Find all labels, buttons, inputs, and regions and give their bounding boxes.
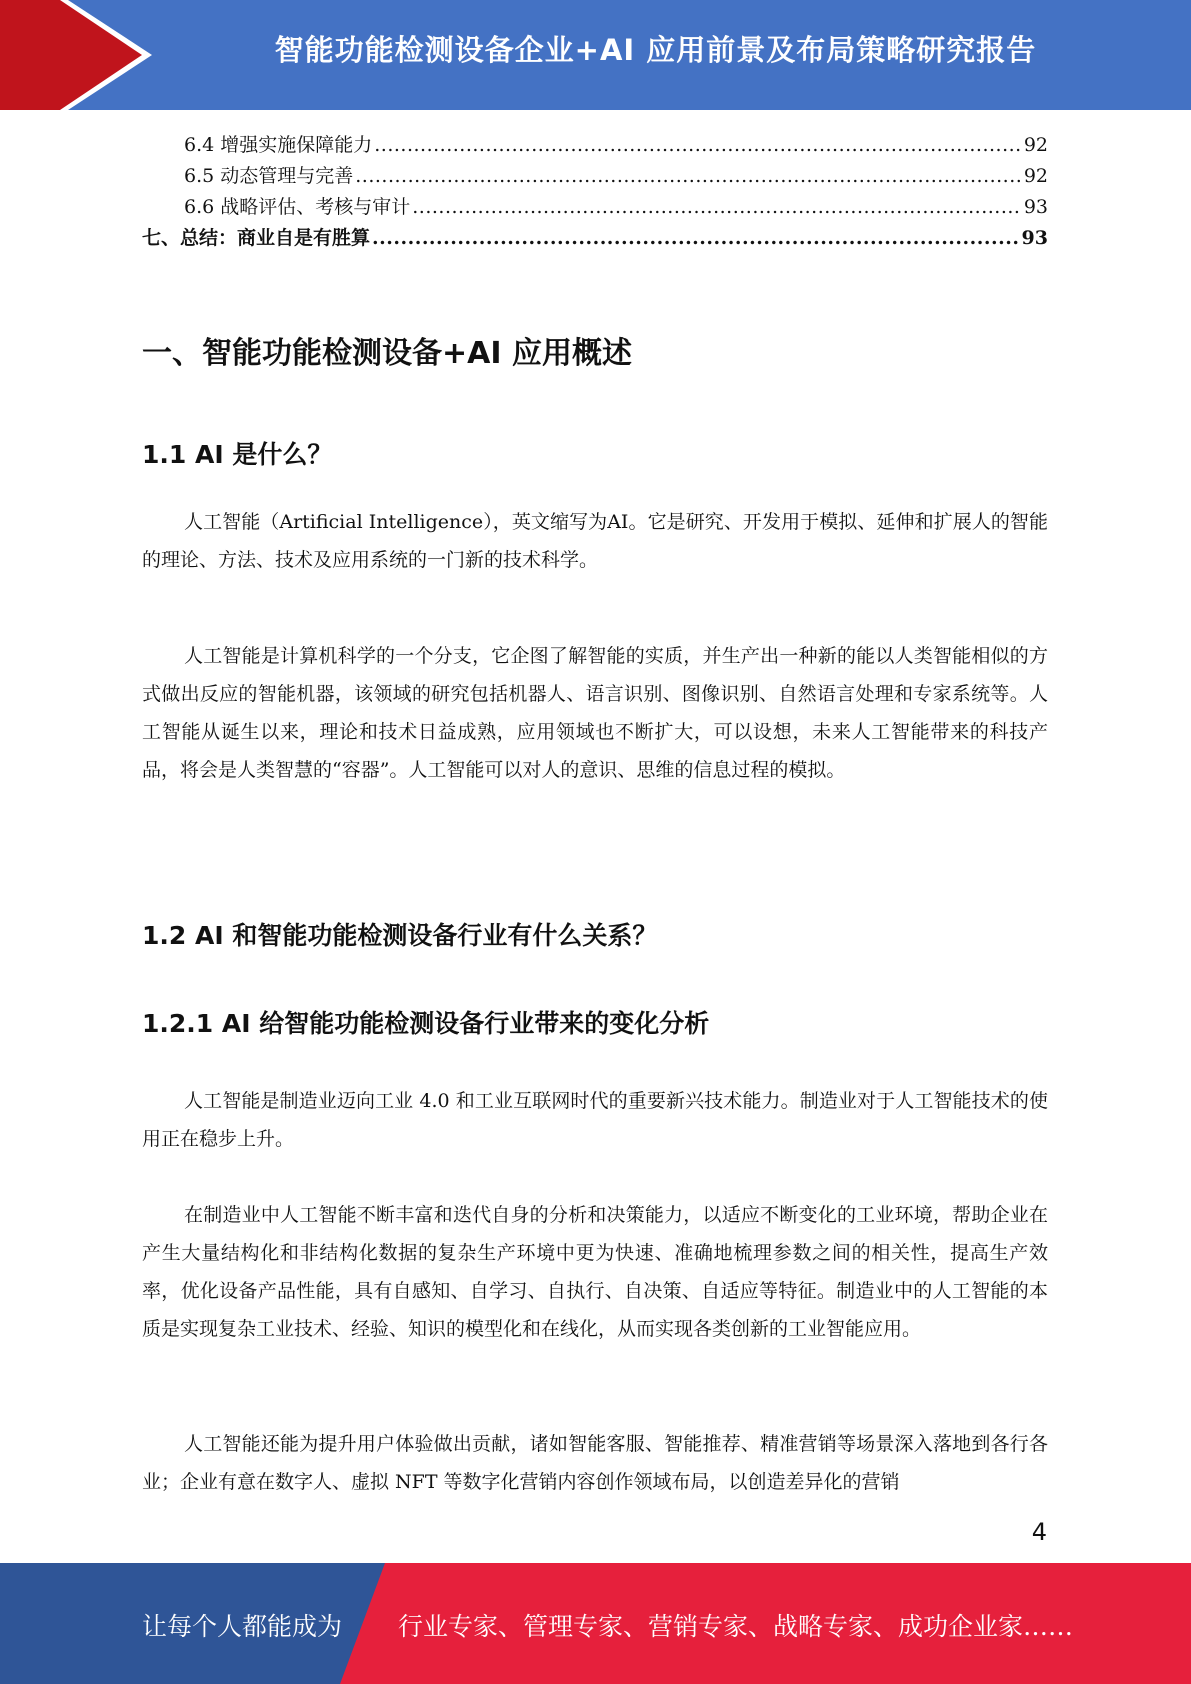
subsection-heading: 1.2.1 AI 给智能功能检测设备行业带来的变化分析: [142, 1009, 710, 1038]
toc-leader-dots: [355, 161, 1022, 192]
toc-entry[interactable]: [142, 161, 1048, 192]
body-paragraph: 人工智能是制造业迈向工业 4.0 和工业互联网时代的重要新兴技术能力。制造业对于人工智能技术的使用正在稳步上升。: [142, 1090, 1048, 1150]
report-title: 智能功能检测设备企业+AI 应用前景及布局策略研究报告: [274, 33, 1037, 67]
body-paragraph: 人工智能是计算机科学的一个分支，它企图了解智能的实质，并生产出一种新的能以人类智能相似的方式做出反应的智能机器，该领域的研究包括机器人、语言识别、图像识别、自然语言处理和专家系统等。人工智能从诞生以来，理论和技术日益成熟，应用领域也不断扩大，可以设想，未来人工智能带来的科技产品，将会是人类智慧的“容器”。人工智能可以对人的意识、思维的信息过程的模拟。: [142, 645, 1048, 781]
footer-banner: [0, 1563, 1191, 1684]
toc-entry-label: 七、总结：商业自是有胜算: [142, 227, 371, 249]
section-heading: 一、智能功能检测设备+AI 应用概述: [142, 336, 632, 371]
subsection-heading: 1.1 AI 是什么？: [142, 440, 333, 469]
body-paragraph: 在制造业中人工智能不断丰富和迭代自身的分析和决策能力，以适应不断变化的工业环境，帮助企业在产生大量结构化和非结构化数据的复杂生产环境中更为快速、准确地梳理参数之间的相关性，提高生产效率，优化设备产品性能，具有自感知、自学习、自执行、自决策、自适应等特征。制造业中的人工智能的本质是实现复杂工业技术、经验、知识的模型化和在线化，从而实现各类创新的工业智能应用。: [142, 1204, 1048, 1340]
toc-leader-dots: [412, 192, 1022, 223]
footer-slogan-right: 行业专家、管理专家、营销专家、战略专家、成功企业家……: [398, 1612, 1074, 1641]
toc-entry-page: 92: [1023, 134, 1048, 156]
toc-entry[interactable]: [142, 130, 1048, 161]
toc-entry-page: 93: [1021, 227, 1048, 249]
body-paragraph: 人工智能还能为提升用户体验做出贡献，诸如智能客服、智能推荐、精准营销等场景深入落地到各行各业；企业有意在数字人、虚拟 NFT 等数字化营销内容创作领域布局，以创造差异化的营销: [142, 1433, 1048, 1493]
toc-entry-label: 6.5 动态管理与完善: [184, 165, 354, 187]
table-of-contents: [142, 130, 1048, 254]
toc-entry-page: 93: [1023, 196, 1048, 218]
toc-leader-dots: [374, 130, 1022, 161]
toc-leader-dots: [372, 223, 1020, 254]
subsection-heading: 1.2 AI 和智能功能检测设备行业有什么关系？: [142, 921, 658, 950]
toc-entry[interactable]: [142, 223, 1048, 254]
page-number: 4: [1031, 1518, 1047, 1546]
toc-entry[interactable]: [142, 192, 1048, 223]
footer-slogan-left: 让每个人都能成为: [142, 1612, 343, 1641]
toc-entry-label: 6.4 增强实施保障能力: [184, 134, 373, 156]
header-banner: [0, 0, 1191, 110]
body-paragraph: 人工智能（Artificial Intelligence），英文缩写为AI。它是研究、开发用于模拟、延伸和扩展人的智能的理论、方法、技术及应用系统的一门新的技术科学。: [142, 511, 1048, 571]
header-red-arrow: [0, 0, 145, 110]
toc-entry-page: 92: [1023, 165, 1048, 187]
toc-entry-label: 6.6 战略评估、考核与审计: [184, 196, 411, 218]
